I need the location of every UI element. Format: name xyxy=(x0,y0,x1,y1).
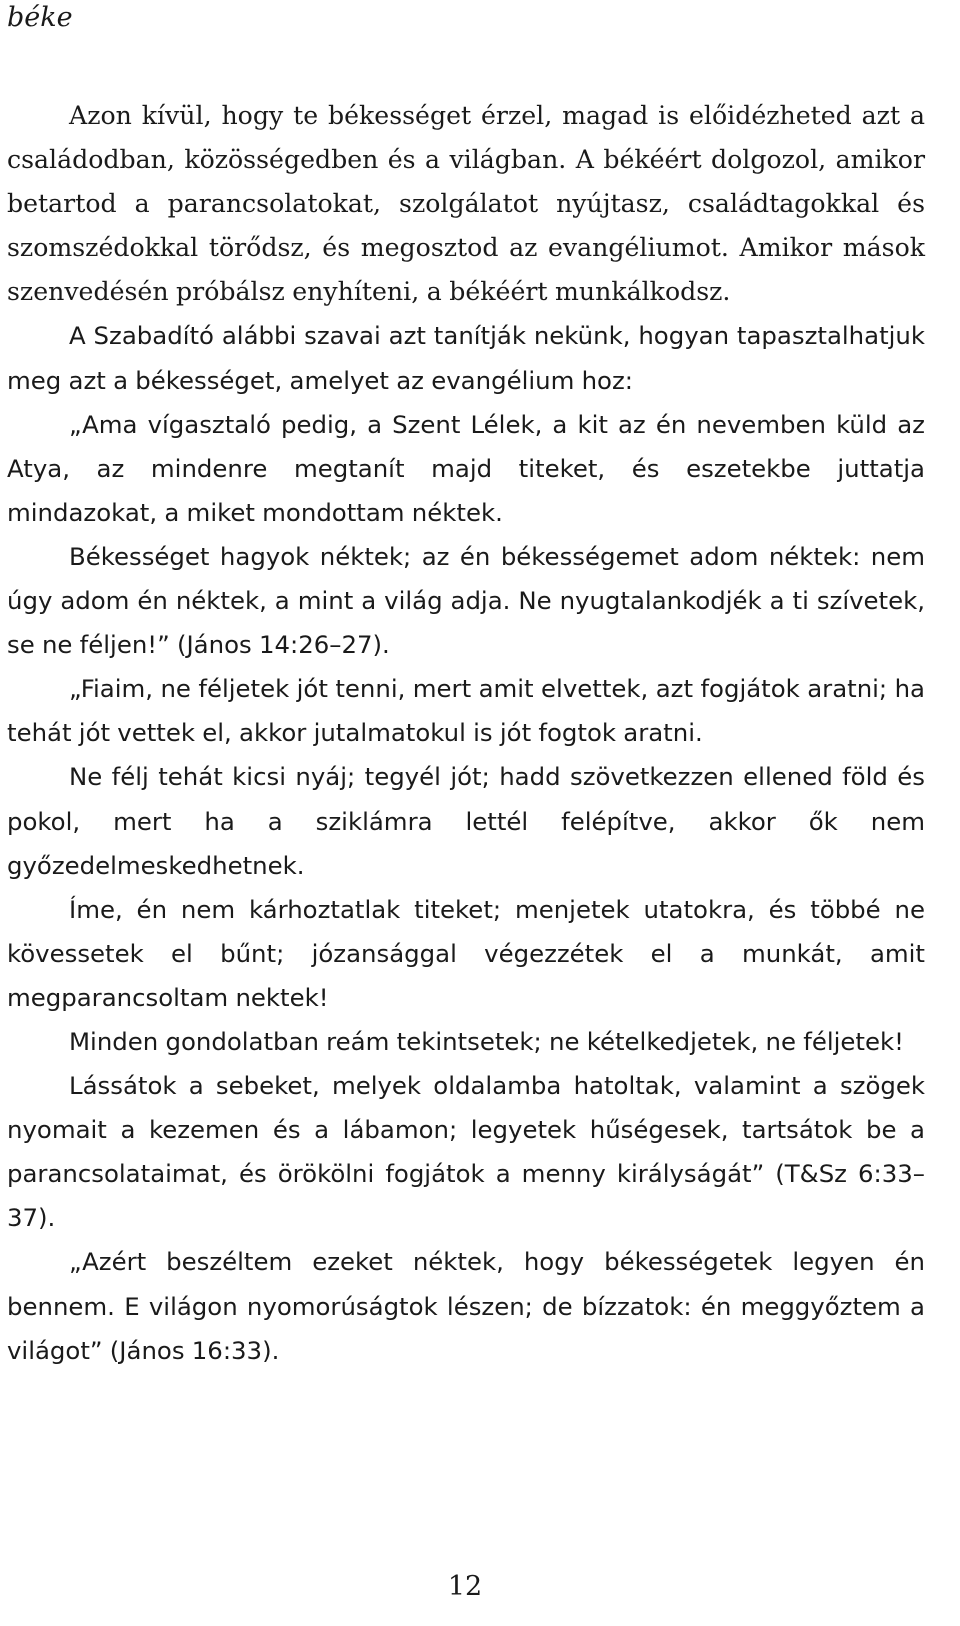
paragraph-intro: Azon kívül, hogy te békességet érzel, magad is előidézheted azt a családodban, közösségedben és a világban. A békéért dolgozol, amikor betartod a parancsolatokat, szolgálatot nyújtasz, családtagokkal és szomszédokkal törődsz, és megosztod az evangéliumot. Amikor mások szenvedésén próbálsz enyhíteni, a békéért munkálkodsz. xyxy=(7,101,925,307)
paragraph-quote-john-14-26: „Ama vígasztaló pedig, a Szent Lélek, a kit az én nevemben küld az Atya, az mindenre megtanít majd titeket, és eszetekbe juttatja mindazokat, a miket mondottam néktek. xyxy=(7,409,925,527)
page-number: 12 xyxy=(447,1571,483,1602)
paragraph-quote-dc-6-35: Íme, én nem kárhoztatlak titeket; menjetek utatokra, és többé ne kövessetek el bűnt; józansággal végezzétek el a munkát, amit megparancsoltam nektek! xyxy=(7,894,925,1012)
paragraph-quote-john-14-27: Békességet hagyok néktek; az én békességemet adom néktek: nem úgy adom én néktek, a mint a világ adja. Ne nyugtalankodjék a ti szívetek, se ne féljen!” (János 14:26–27). xyxy=(7,541,925,660)
paragraph-quote-john-16-33: „Azért beszéltem ezeket néktek, hogy békességetek legyen én bennem. E világon nyomorúságtok lészen; de bízzatok: én meggyőztem a világot” (János 16:33). xyxy=(7,1247,925,1365)
paragraph-quote-dc-6-36: Minden gondolatban reám tekintsetek; ne kételkedjetek, ne féljetek! xyxy=(69,1026,904,1056)
running-head: béke xyxy=(7,2,73,33)
paragraph-quote-dc-6-37: Lássátok a sebeket, melyek oldalamba hatoltak, valamint a szögek nyomait a kezemen és a lábamon; legyetek hűségesek, tartsátok be a parancsolataimat, és örökölni fogjátok a menny királyságát” (T&Sz 6:33–37). xyxy=(7,1071,925,1233)
paragraph-quote-dc-6-34: Ne félj tehát kicsi nyáj; tegyél jót; hadd szövetkezzen ellened föld és pokol, mert ha a sziklámra lettél felépítve, akkor ők nem győzedelmeskedhetnek. xyxy=(7,762,925,880)
body-text xyxy=(7,94,925,1373)
paragraph-scripture-lead: A Szabadító alábbi szavai azt tanítják nekünk, hogyan tapasztalhatjuk meg azt a békességet, amelyet az evangélium hoz: xyxy=(7,321,925,395)
paragraph-quote-dc-6-33: „Fiaim, ne féljetek jót tenni, mert amit elvettek, azt fogjátok aratni; ha tehát jót vettek el, akkor jutalmatokul is jót fogtok aratni. xyxy=(7,674,925,748)
